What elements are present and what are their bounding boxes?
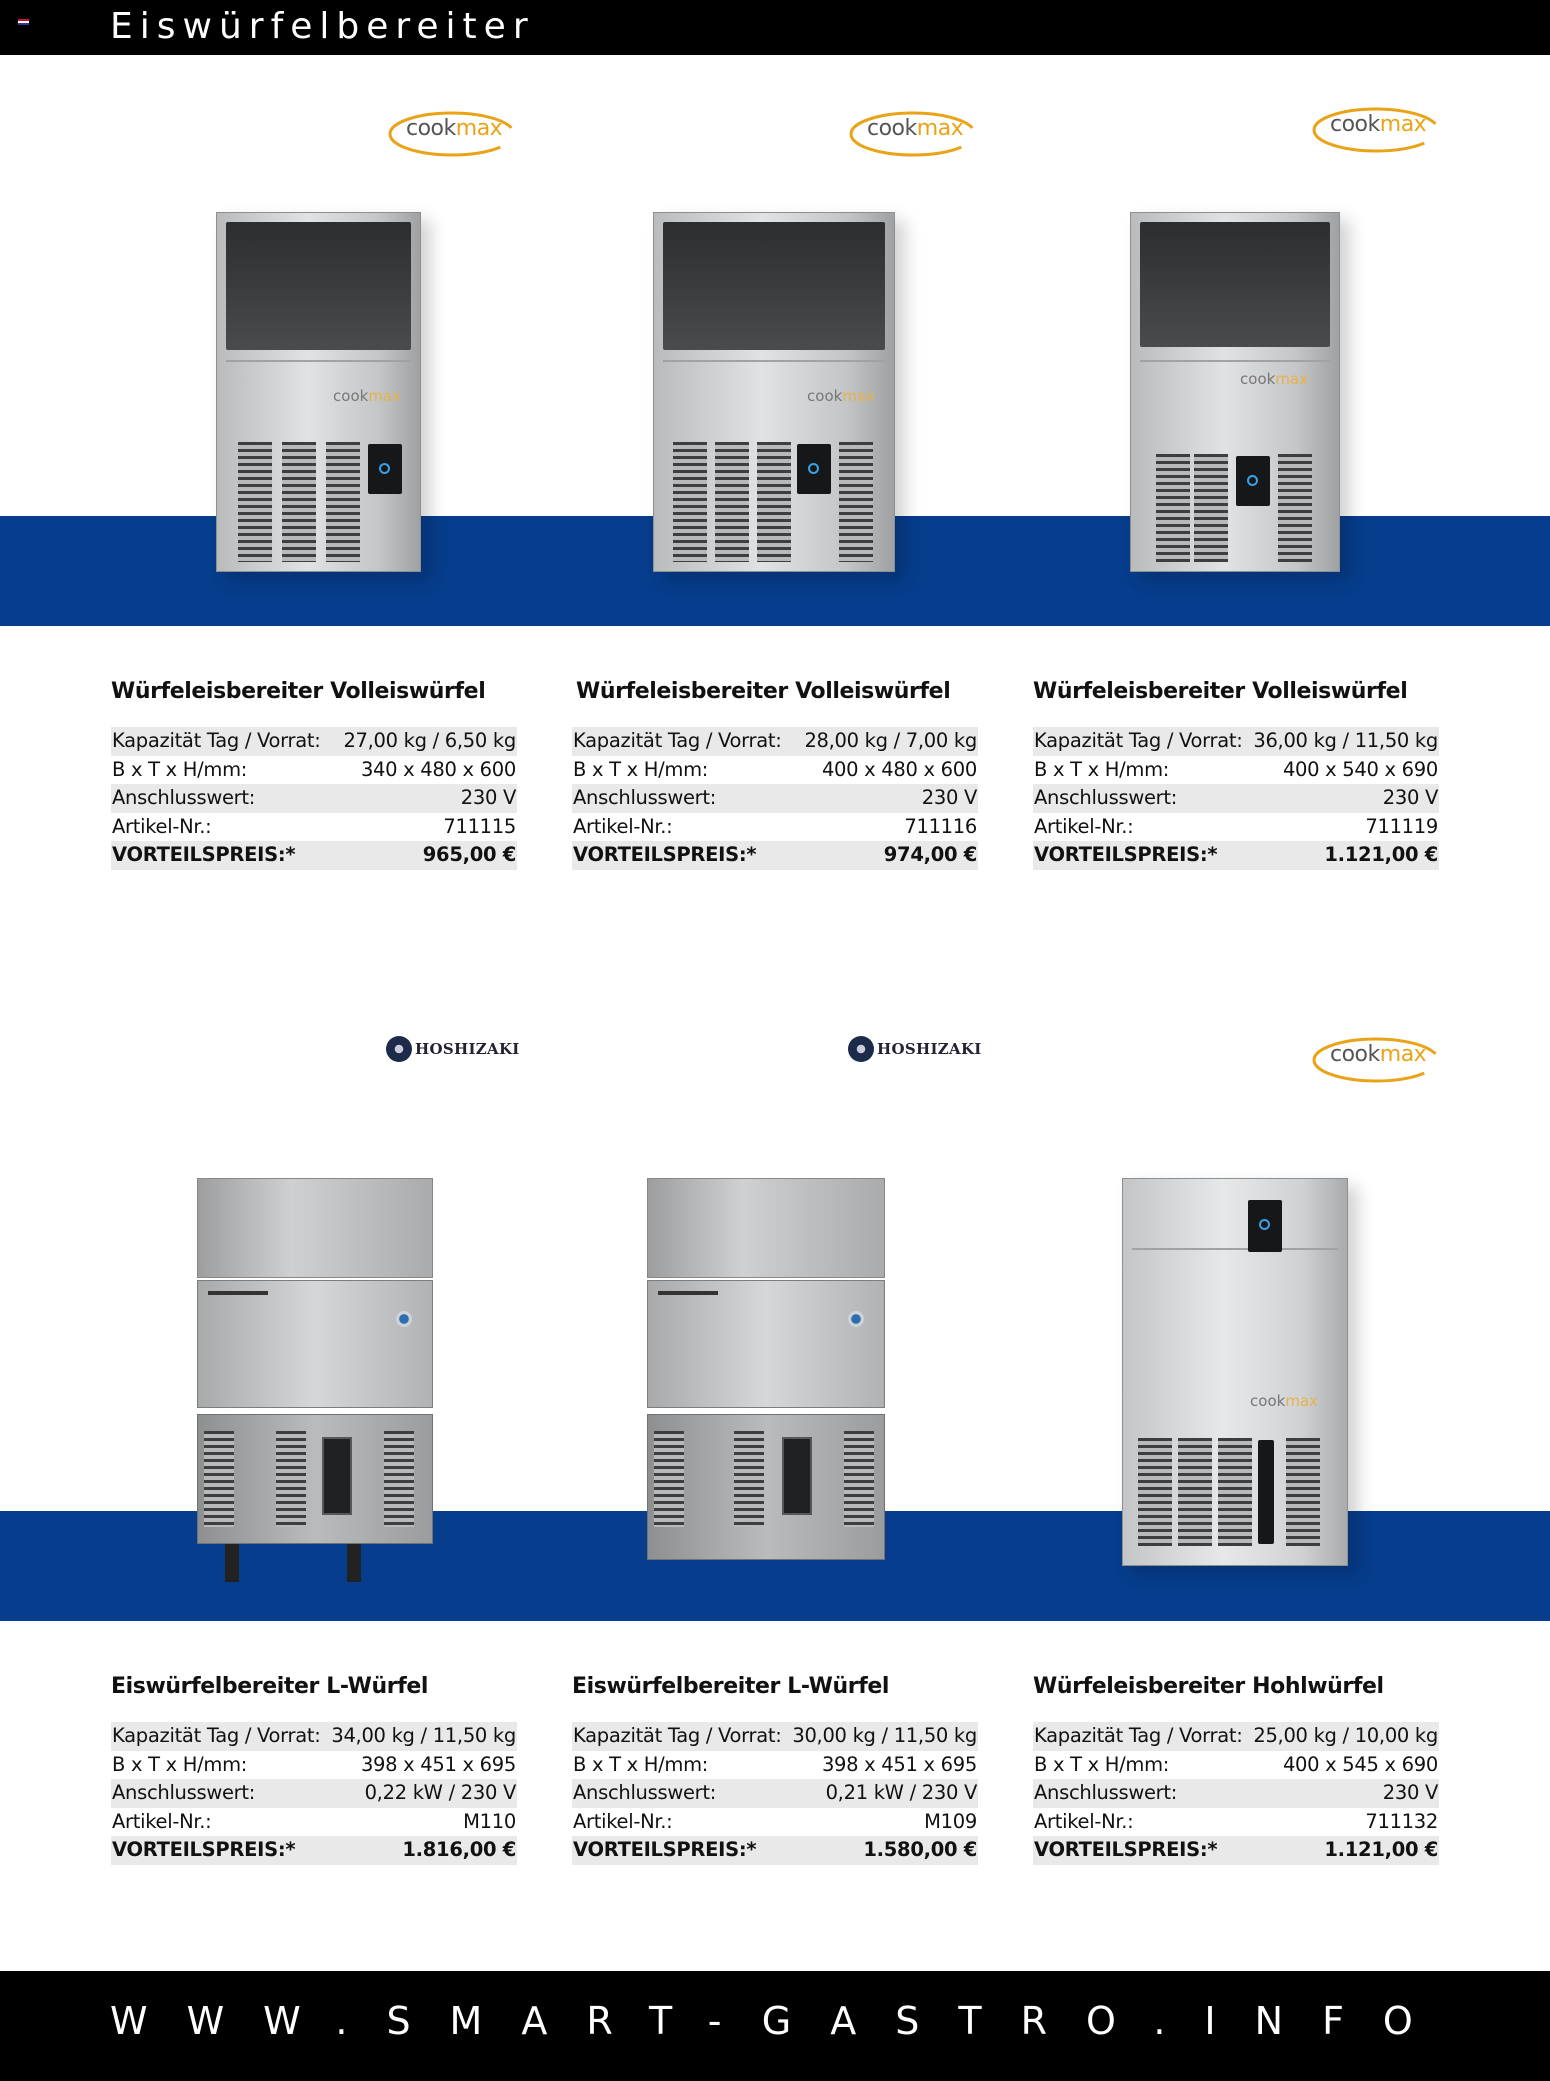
product-title: Würfeleisbereiter Volleiswürfel xyxy=(1033,679,1408,704)
spec-row-article: Artikel-Nr.: M110 xyxy=(112,1809,516,1833)
spec-row-capacity: Kapazität Tag / Vorrat: 34,00 kg / 11,50 kg xyxy=(111,1722,517,1751)
spec-row-dimensions: B x T x H/mm: 398 x 451 x 695 xyxy=(573,1752,977,1776)
spec-table xyxy=(572,727,978,870)
spec-row-dimensions: B x T x H/mm: 400 x 545 x 690 xyxy=(1034,1752,1438,1776)
spec-table xyxy=(111,727,517,870)
spec-row-capacity: Kapazität Tag / Vorrat: 28,00 kg / 7,00 kg xyxy=(572,727,978,756)
spec-table xyxy=(1033,727,1439,870)
spec-row-power: Anschlusswert: 230 V xyxy=(1033,1779,1439,1808)
product-title: Würfeleisbereiter Volleiswürfel xyxy=(111,679,486,704)
spec-row-capacity: Kapazität Tag / Vorrat: 36,00 kg / 11,50 kg xyxy=(1033,727,1439,756)
spec-row-capacity: Kapazität Tag / Vorrat: 25,00 kg / 10,00 kg xyxy=(1033,1722,1439,1751)
spec-row-capacity: Kapazität Tag / Vorrat: 30,00 kg / 11,50 kg xyxy=(572,1722,978,1751)
spec-table xyxy=(1033,1722,1439,1865)
hoshizaki-logo: HOSHIZAKI xyxy=(848,1034,980,1064)
spec-row-dimensions: B x T x H/mm: 398 x 451 x 695 xyxy=(112,1752,516,1776)
power-icon xyxy=(797,444,831,494)
spec-row-power: Anschlusswert: 0,22 kW / 230 V xyxy=(111,1779,517,1808)
spec-row-price: VORTEILSPREIS:* 1.580,00 € xyxy=(572,1836,978,1865)
cookmax-logo: cookmax xyxy=(388,105,520,165)
product-title: Würfeleisbereiter Volleiswürfel xyxy=(576,679,951,704)
product-image-ice-maker: cookmax xyxy=(1122,1178,1348,1566)
spec-row-price: VORTEILSPREIS:* 965,00 € xyxy=(111,841,517,870)
drain-slot xyxy=(1258,1440,1274,1544)
spec-row-price: VORTEILSPREIS:* 1.121,00 € xyxy=(1033,841,1439,870)
hoshizaki-emblem-icon xyxy=(396,1311,412,1327)
spec-row-dimensions: B x T x H/mm: 400 x 480 x 600 xyxy=(573,757,977,781)
spec-row-article: Artikel-Nr.: 711132 xyxy=(1034,1809,1438,1833)
spec-row-article: Artikel-Nr.: 711119 xyxy=(1034,814,1438,838)
spec-row-article: Artikel-Nr.: 711115 xyxy=(112,814,516,838)
cookmax-logo: cookmax xyxy=(1312,1031,1444,1091)
product-image-ice-maker xyxy=(197,1178,433,1544)
spec-row-power: Anschlusswert: 230 V xyxy=(572,784,978,813)
power-icon xyxy=(1248,1200,1282,1252)
spec-table xyxy=(111,1722,517,1865)
spec-row-article: Artikel-Nr.: 711116 xyxy=(573,814,977,838)
page-title: Eiswürfelbereiter xyxy=(110,6,535,47)
footer-url[interactable]: WWW.SMART-GASTRO.INFO xyxy=(110,1999,1452,2043)
spec-row-power: Anschlusswert: 230 V xyxy=(1033,784,1439,813)
product-image-ice-maker xyxy=(647,1178,885,1560)
spec-row-capacity: Kapazität Tag / Vorrat: 27,00 kg / 6,50 kg xyxy=(111,727,517,756)
page-footer xyxy=(0,1971,1550,2081)
product-image-ice-maker: cookmax xyxy=(216,212,421,572)
spec-row-price: VORTEILSPREIS:* 1.816,00 € xyxy=(111,1836,517,1865)
hoshizaki-logo: HOSHIZAKI xyxy=(386,1034,518,1064)
flag-icon xyxy=(18,19,29,25)
spec-row-dimensions: B x T x H/mm: 400 x 540 x 690 xyxy=(1034,757,1438,781)
spec-row-dimensions: B x T x H/mm: 340 x 480 x 600 xyxy=(112,757,516,781)
spec-row-price: VORTEILSPREIS:* 1.121,00 € xyxy=(1033,1836,1439,1865)
cookmax-logo: cookmax xyxy=(1312,101,1444,161)
power-icon xyxy=(368,444,402,494)
spec-row-article: Artikel-Nr.: M109 xyxy=(573,1809,977,1833)
product-image-ice-maker: cookmax xyxy=(653,212,895,572)
spec-row-power: Anschlusswert: 0,21 kW / 230 V xyxy=(572,1779,978,1808)
spec-table xyxy=(572,1722,978,1865)
power-icon xyxy=(1236,456,1270,506)
product-title: Eiswürfelbereiter L-Würfel xyxy=(111,1674,429,1699)
cookmax-logo: cookmax xyxy=(849,105,981,165)
product-image-ice-maker: cookmax xyxy=(1130,212,1340,572)
spec-row-power: Anschlusswert: 230 V xyxy=(111,784,517,813)
page-header xyxy=(0,0,1550,55)
product-title: Eiswürfelbereiter L-Würfel xyxy=(572,1674,890,1699)
product-title: Würfeleisbereiter Hohlwürfel xyxy=(1033,1674,1384,1699)
hoshizaki-emblem-icon xyxy=(848,1311,864,1327)
spec-row-price: VORTEILSPREIS:* 974,00 € xyxy=(572,841,978,870)
